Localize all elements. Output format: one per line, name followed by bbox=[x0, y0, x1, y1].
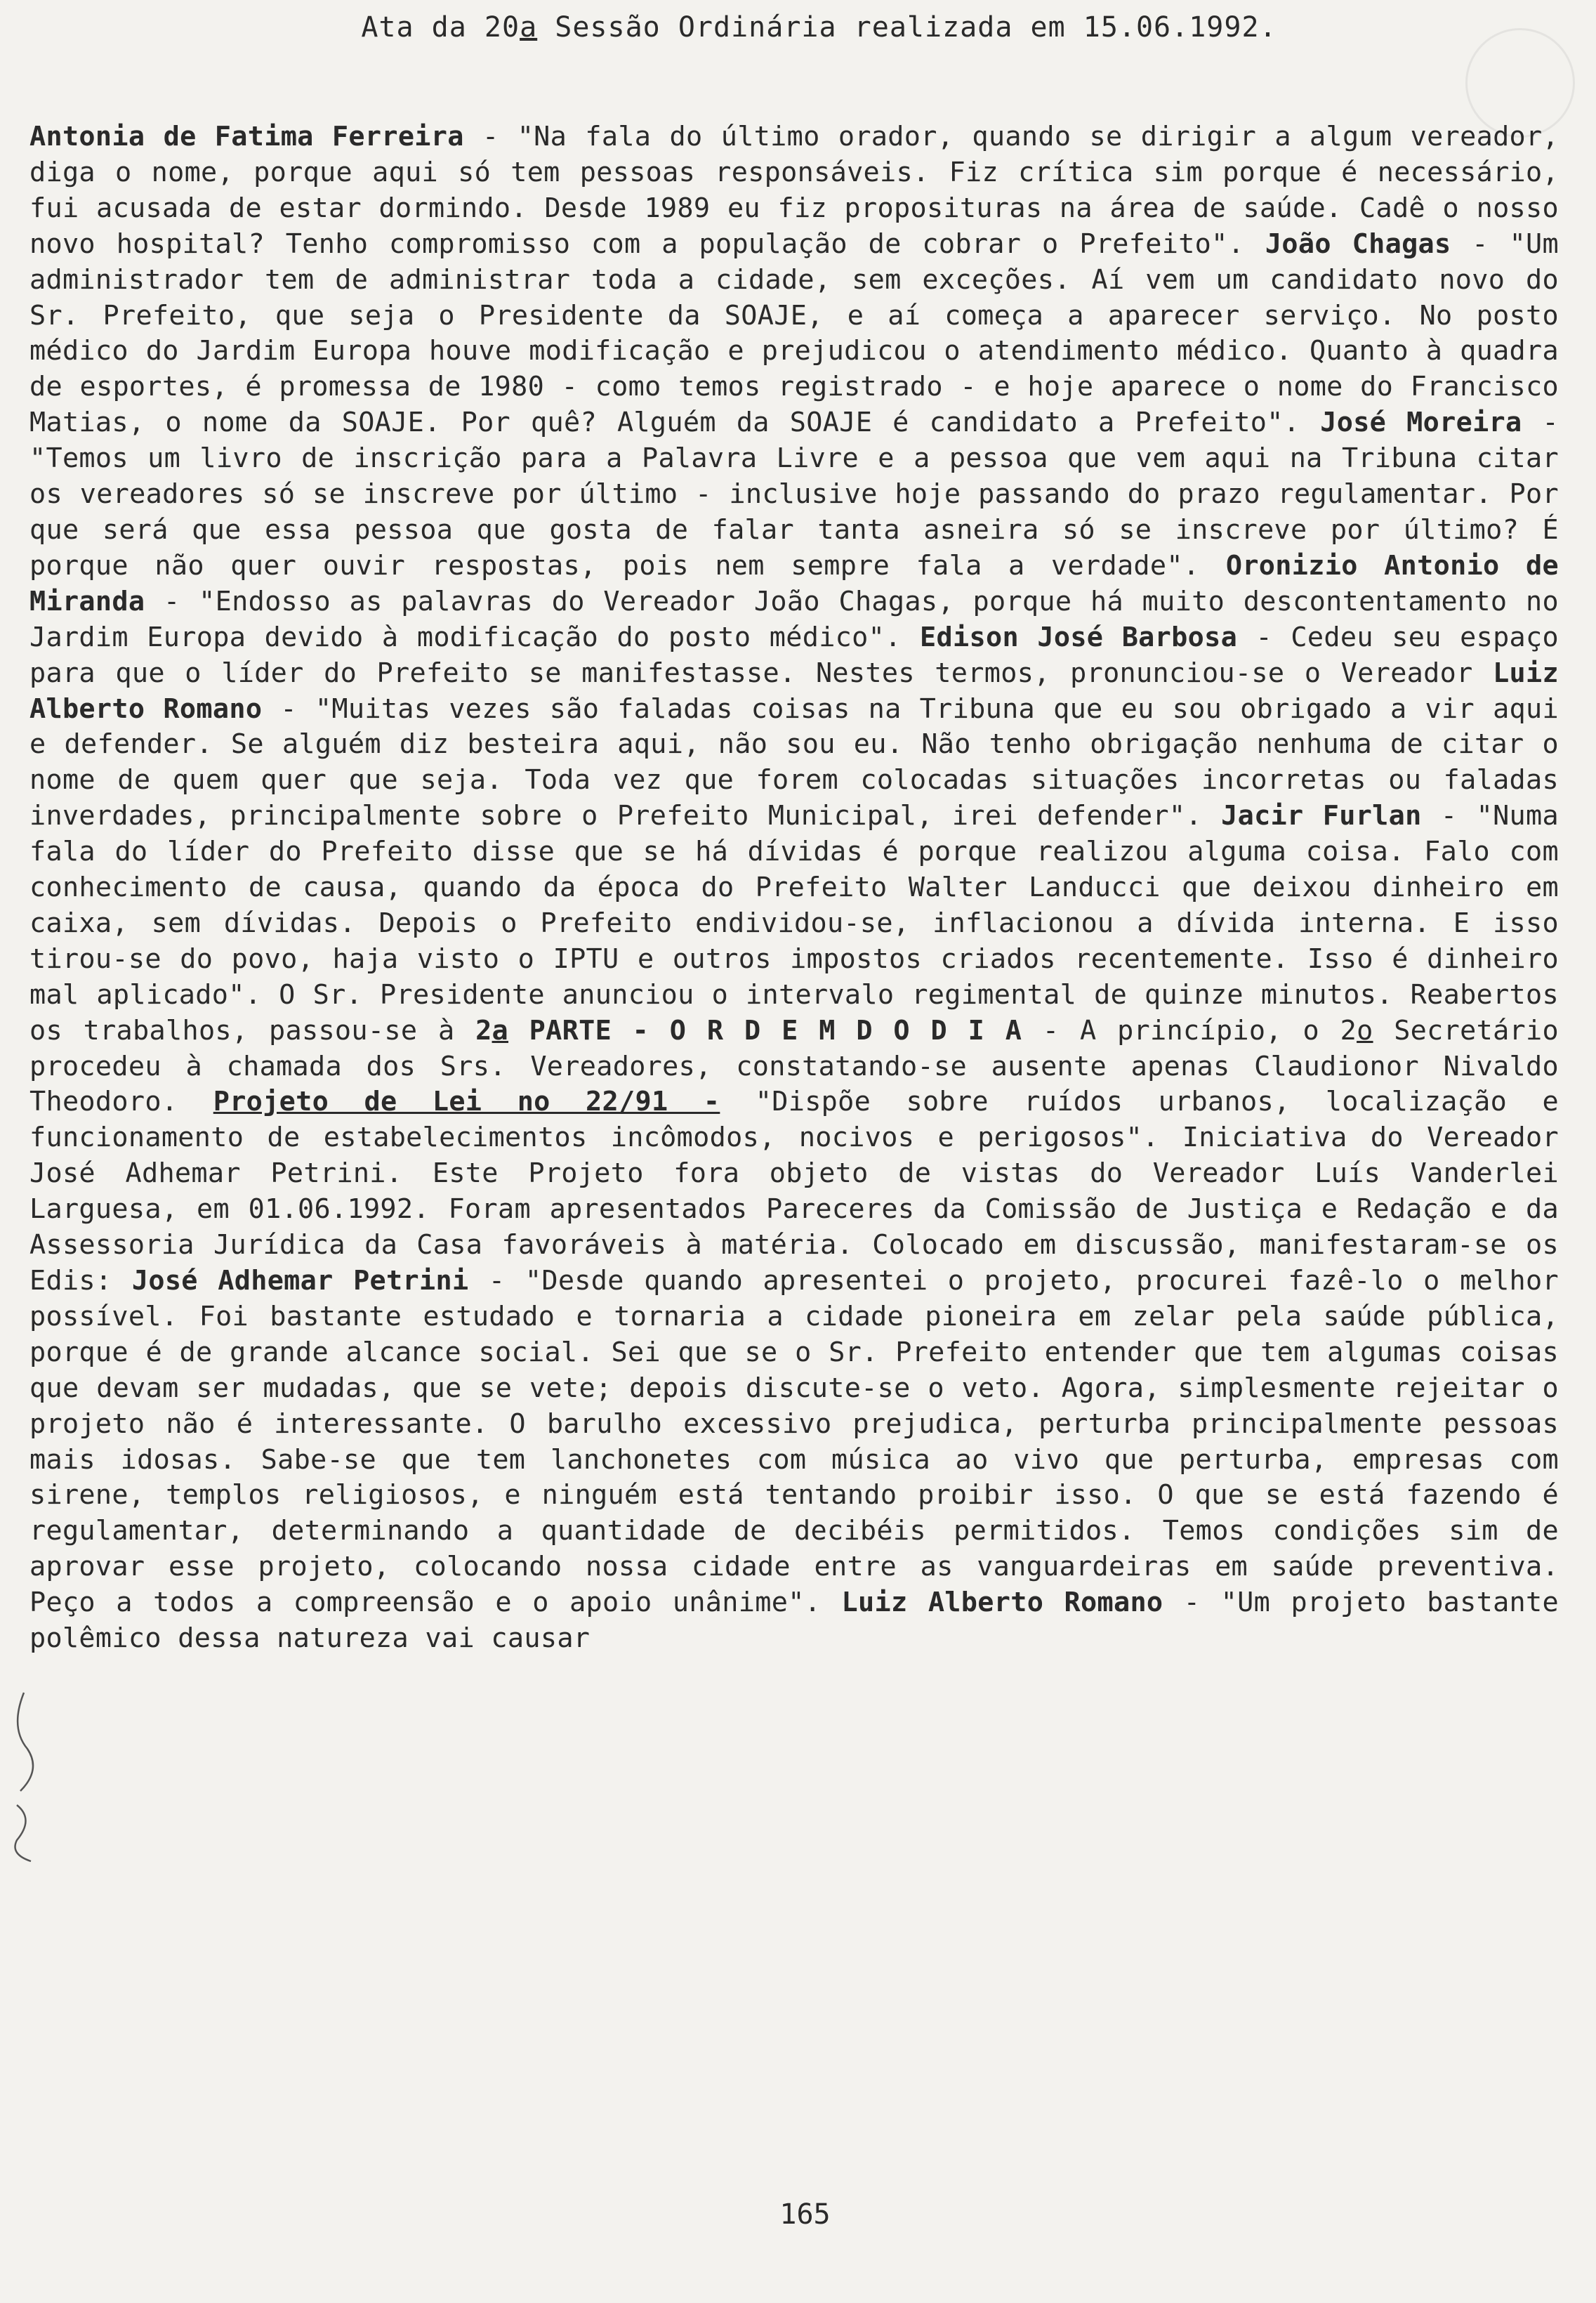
page-title bbox=[0, 11, 1596, 44]
speech-text: - "Na fala do último orador, quando se dirigir a algum vereador, diga o nome, porque aqui só tem pessoas responsáveis. Fiz crítica sim porque é necessário, fui acusada de estar dormindo. Desde 1989 eu fiz proposituras na área de saúde. Cadê o nosso novo hospital? Tenho compromisso com a população de cobrar o Prefeito". bbox=[29, 121, 1559, 260]
title-ordinal-suffix: a bbox=[520, 11, 538, 44]
speaker-name: José Adhemar Petrini bbox=[131, 1265, 469, 1297]
handwritten-initials bbox=[3, 1686, 52, 1868]
speaker-name: Edison José Barbosa bbox=[920, 621, 1238, 653]
speech-text: - Cedeu seu espaço para que o líder do Prefeito se manifestasse. Nestes termos, pronunciou-se o Vereador bbox=[29, 621, 1559, 689]
speech-text: - A princípio, o 2 bbox=[1022, 1014, 1357, 1046]
speech-text: - "Um projeto bastante polêmico dessa natureza vai causar bbox=[29, 1587, 1559, 1655]
speech-text: - "Desde quando apresentei o projeto, procurei fazê-lo o melhor possível. Foi bastante estudado e tornaria a cidade pioneira em zelar pela saúde pública, porque é de grande alcance social. Sei que se o Sr. Prefeito entender que tem algumas coisas que devam ser mudadas, que se vete; depois discute-se o veto. Agora, simplesmente rejeitar o projeto não é interessante. O barulho excessivo prejudica, perturba principalmente pessoas mais idosas. Sabe-se que tem lanchonetes com música ao vivo que perturba, empresas com sirene, templos religiosos, e ninguém está tentando proibir isso. O que se está fazendo é regulamentar, determinando a quantidade de decibéis permitidos. Temos condições sim de aprovar esse projeto, colocando nossa cidade entre as vanguardeiras em saúde preventiva. Peço a todos a compreensão e o apoio unânime". bbox=[29, 1265, 1559, 1619]
speaker-name: Luiz Alberto Romano bbox=[29, 657, 1559, 725]
ordinal-suffix: o bbox=[1357, 1014, 1373, 1046]
speech-text: "Dispõe sobre ruídos urbanos, localização e funcionamento de estabelecimentos incômodos, nocivos e perigosos". Iniciativa do Vereador José Adhemar Petrini. Este Projeto fora objeto de vistas do Vereador Luís Vanderlei Larguesa, em 01.06.1992. Foram apresentados Pareceres da Comissão de Justiça e Redação e da Assessoria Jurídica da Casa favoráveis à matéria. Colocado em discussão, manifestaram-se os Edis: bbox=[29, 1086, 1559, 1297]
speech-text: - "Muitas vezes são faladas coisas na Tribuna que eu sou obrigado a vir aqui e defender. Se alguém diz besteira aqui, não sou eu. Não tenho obrigação nenhuma de citar o nome de quem quer que seja. Toda vez que forem colocadas situações incorretas ou faladas inverdades, principalmente sobre o Prefeito Municipal, irei defender". bbox=[29, 693, 1559, 832]
speech-text: - "Endosso as palavras do Vereador João Chagas, porque há muito descontentamento no Jardim Europa devido à modificação do posto médico". bbox=[29, 585, 1559, 653]
speaker-name: Jacir Furlan bbox=[1221, 800, 1422, 832]
speaker-name: Oronizio Antonio de Miranda bbox=[29, 549, 1559, 617]
speaker-name: Antonia de Fatima Ferreira bbox=[29, 121, 464, 152]
speech-text: - "Numa fala do líder do Prefeito disse que se há dívidas é porque realizou alguma coisa. Falo com conhecimento de causa, quando da época do Prefeito Walter Landucci que deixou dinheiro em caixa, sem dívidas. Depois o Prefeito endividou-se, inflacionou a dívida interna. E isso tirou-se do povo, haja visto o IPTU e outros impostos criados recentemente. Isso é dinheiro mal aplicado". O Sr. Presidente anunciou o intervalo regimental de quinze minutos. Reabertos os trabalhos, passou-se à bbox=[29, 800, 1559, 1046]
speaker-name: José Moreira bbox=[1320, 407, 1522, 439]
title-post: Sessão Ordinária realizada em 15.06.1992. bbox=[537, 11, 1277, 44]
speech-text: Secretário procedeu à chamada dos Srs. Vereadores, constatando-se ausente apenas Claudionor Nivaldo Theodoro. bbox=[29, 1014, 1559, 1118]
speech-text: - "Um administrador tem de administrar toda a cidade, sem exceções. Aí vem um candidato novo do Sr. Prefeito, que seja o Presidente da SOAJE, e aí começa a aparecer serviço. No posto médico do Jardim Europa houve modificação e prejudicou o atendimento médico. Quanto à quadra de esportes, é promessa de 1980 - como temos registrado - e hoje aparece o nome do Francisco Matias, o nome da SOAJE. Por quê? Alguém da SOAJE é candidato a Prefeito". bbox=[29, 228, 1559, 439]
speech-text: - "Temos um livro de inscrição para a Palavra Livre e a pessoa que vem aqui na Tribuna citar os vereadores só se inscreve por último - inclusive hoje passando do prazo regulamentar. Por que será que essa pessoa que gosta de falar tanta asneira só se inscreve por último? É porque não quer ouvir respostas, pois nem sempre fala a verdade". bbox=[29, 407, 1559, 582]
part-heading bbox=[475, 1015, 1022, 1046]
part-heading-post: PARTE - O R D E M D O D I A bbox=[508, 1014, 1022, 1046]
speaker-name: Luiz Alberto Romano bbox=[841, 1587, 1163, 1619]
speaker-name: João Chagas bbox=[1265, 228, 1451, 260]
minutes-body bbox=[29, 119, 1559, 1657]
project-heading: Projeto de Lei no 22/91 - bbox=[213, 1086, 720, 1118]
title-pre: Ata da 20 bbox=[361, 11, 520, 44]
part-heading-suffix: a bbox=[492, 1014, 509, 1046]
part-heading-pre: 2 bbox=[475, 1014, 492, 1046]
page-number: 165 bbox=[779, 2198, 831, 2231]
